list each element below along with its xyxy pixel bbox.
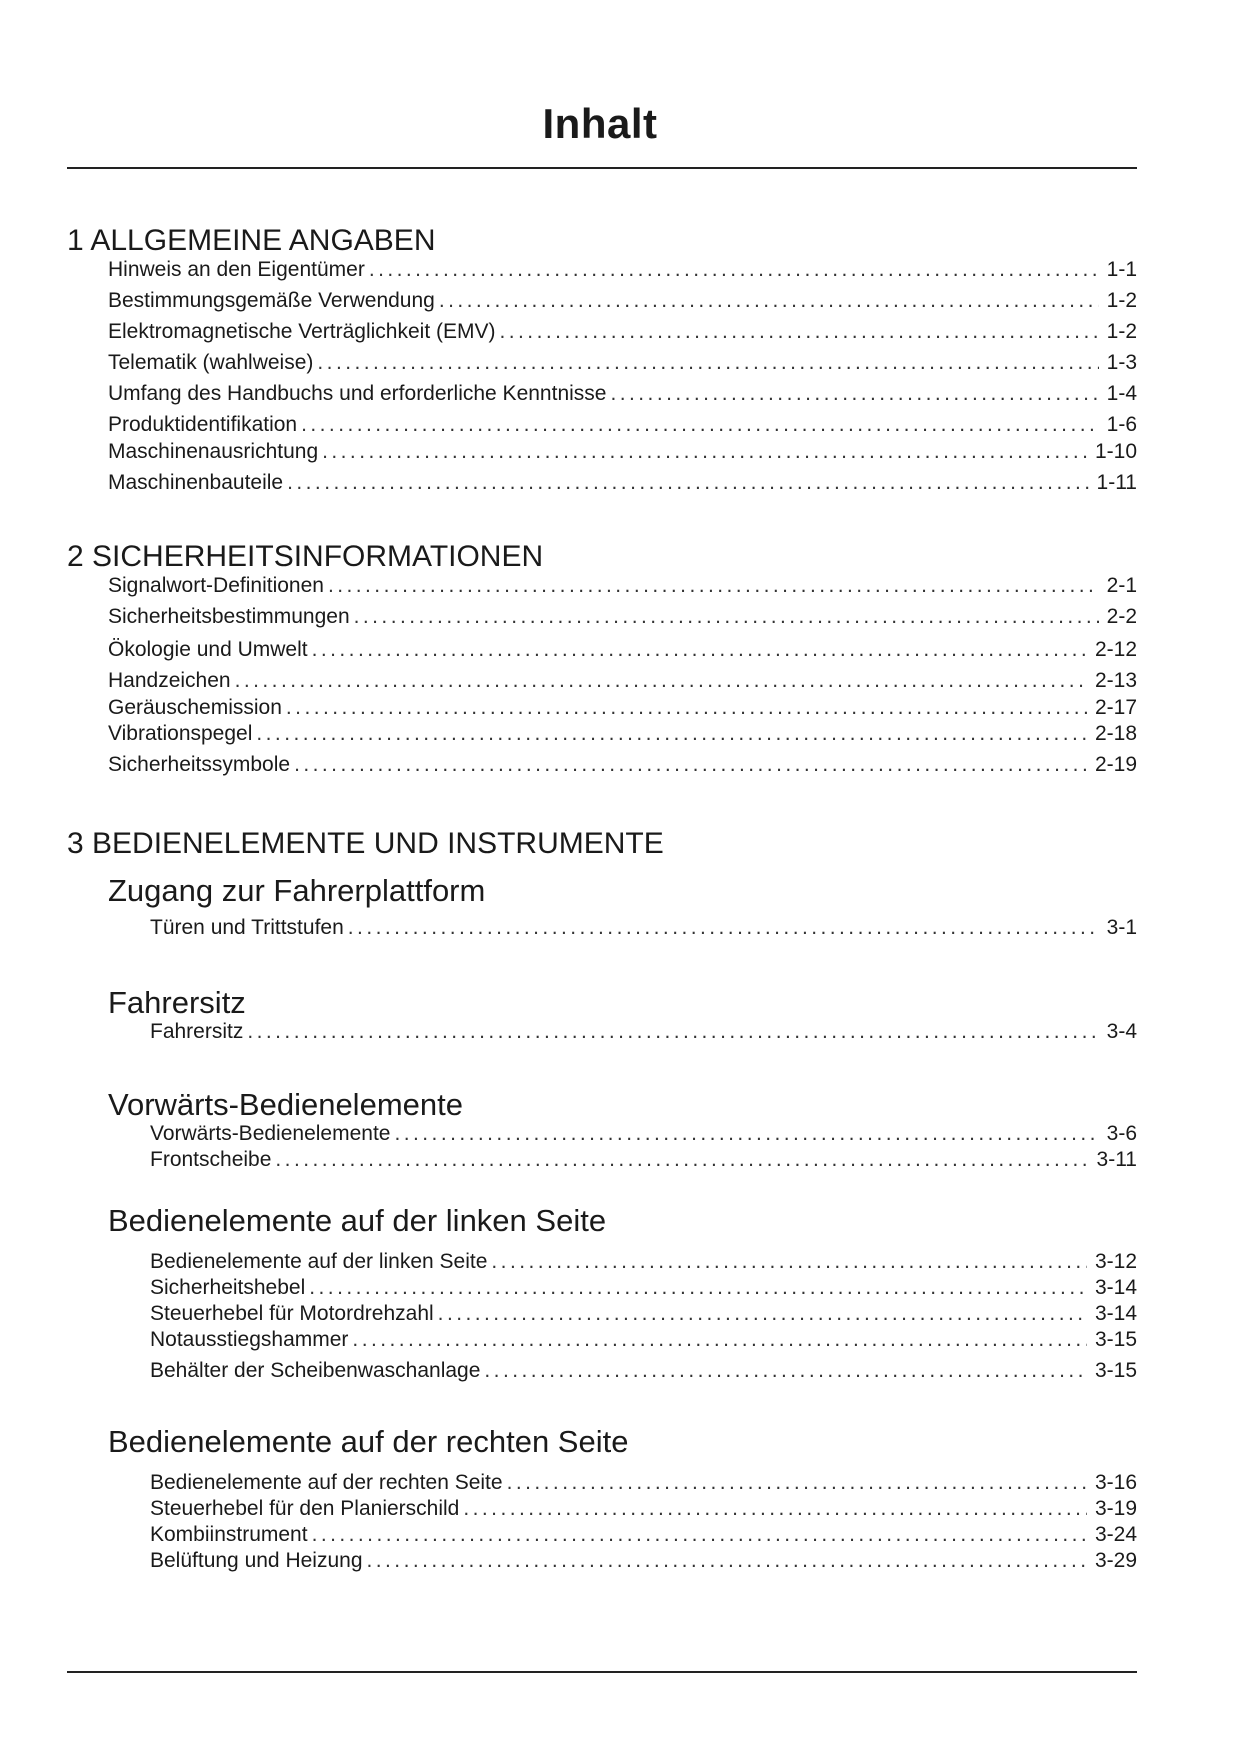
chapter-heading: 2 SICHERHEITSINFORMATIONEN xyxy=(67,540,544,573)
dot-leader xyxy=(256,721,1087,747)
dot-leader xyxy=(500,319,1099,345)
toc-entry-label: Elektromagnetische Verträglichkeit (EMV) xyxy=(108,320,496,343)
toc-entry-label: Telematik (wahlweise) xyxy=(108,351,314,374)
dot-leader xyxy=(275,1147,1088,1173)
toc-entry-label: Sicherheitssymbole xyxy=(108,753,291,776)
chapter-heading: 1 ALLGEMEINE ANGABEN xyxy=(67,224,436,257)
page-title: Inhalt xyxy=(542,100,658,147)
toc-entry-page: 1-10 xyxy=(1094,440,1137,463)
toc-entry[interactable] xyxy=(108,470,1137,496)
toc-entry-page: 1-11 xyxy=(1096,471,1137,494)
toc-entry-label: Steuerhebel für den Planierschild xyxy=(150,1497,460,1520)
toc-entry-page: 2-19 xyxy=(1094,753,1137,776)
toc-entry-label: Produktidentifikation xyxy=(108,413,298,436)
dot-leader xyxy=(484,1358,1087,1384)
toc-entry-page: 3-14 xyxy=(1094,1302,1137,1325)
toc-entry[interactable] xyxy=(108,668,1137,694)
toc-entry-label: Kombiinstrument xyxy=(150,1523,308,1546)
toc-entry-label: Türen und Trittstufen xyxy=(150,916,344,939)
dot-leader xyxy=(367,1548,1087,1574)
toc-entry[interactable] xyxy=(150,1121,1137,1147)
toc-entry-label: Signalwort-Definitionen xyxy=(108,574,324,597)
dot-leader xyxy=(328,573,1099,599)
dot-leader xyxy=(507,1470,1087,1496)
toc-entry[interactable] xyxy=(108,288,1137,314)
toc-entry-label: Vibrationspegel xyxy=(108,722,253,745)
toc-entry-page: 2-12 xyxy=(1094,638,1137,661)
section-heading: Bedienelemente auf der linken Seite xyxy=(108,1203,607,1238)
toc-entry-page: 1-3 xyxy=(1106,351,1137,374)
toc-entry[interactable] xyxy=(150,1275,1137,1301)
toc-entry-label: Fahrersitz xyxy=(150,1020,244,1043)
toc-entry-page: 3-6 xyxy=(1106,1122,1137,1145)
toc-entry-label: Sicherheitsbestimmungen xyxy=(108,605,350,628)
toc-entry-page: 1-4 xyxy=(1106,382,1137,405)
toc-entry-page: 3-15 xyxy=(1094,1359,1137,1382)
toc-entry-page: 1-2 xyxy=(1106,320,1137,343)
dot-leader xyxy=(235,668,1087,694)
toc-entry-label: Steuerhebel für Motordrehzahl xyxy=(150,1302,434,1325)
toc-entry-page: 3-4 xyxy=(1106,1020,1137,1043)
toc-entry-page: 3-29 xyxy=(1094,1549,1137,1572)
dot-leader xyxy=(312,637,1087,663)
toc-entry[interactable] xyxy=(108,752,1137,778)
section-heading: Zugang zur Fahrerplattform xyxy=(108,873,486,908)
toc-entry-page: 2-2 xyxy=(1106,605,1137,628)
toc-entry-label: Belüftung und Heizung xyxy=(150,1549,363,1572)
toc-entry-page: 1-2 xyxy=(1106,289,1137,312)
toc-entry-page: 2-18 xyxy=(1094,722,1137,745)
toc-entry[interactable] xyxy=(150,1249,1137,1275)
section-heading: Vorwärts-Bedienelemente xyxy=(108,1087,463,1122)
toc-entry[interactable] xyxy=(150,1019,1137,1045)
dot-leader xyxy=(247,1019,1098,1045)
toc-entry[interactable] xyxy=(150,1147,1137,1173)
toc-entry[interactable] xyxy=(108,695,1137,721)
dot-leader xyxy=(354,604,1099,630)
toc-entry-label: Bestimmungsgemäße Verwendung xyxy=(108,289,435,312)
dot-leader xyxy=(312,1522,1087,1548)
dot-leader xyxy=(301,412,1099,438)
toc-entry-page: 3-24 xyxy=(1094,1523,1137,1546)
dot-leader xyxy=(322,439,1087,465)
dot-leader xyxy=(309,1275,1087,1301)
dot-leader xyxy=(286,695,1087,721)
toc-entry-label: Sicherheitshebel xyxy=(150,1276,306,1299)
toc-entry[interactable] xyxy=(108,721,1137,747)
toc-entry[interactable] xyxy=(108,257,1137,283)
toc-entry-label: Handzeichen xyxy=(108,669,231,692)
dot-leader xyxy=(352,1327,1087,1353)
dot-leader xyxy=(369,257,1099,283)
toc-entry[interactable] xyxy=(108,637,1137,663)
toc-entry-page: 2-1 xyxy=(1106,574,1137,597)
dot-leader xyxy=(394,1121,1098,1147)
toc-entry-page: 3-11 xyxy=(1096,1148,1137,1171)
toc-entry[interactable] xyxy=(108,319,1137,345)
toc-entry-page: 3-19 xyxy=(1094,1497,1137,1520)
toc-entry-page: 3-14 xyxy=(1094,1276,1137,1299)
dot-leader xyxy=(463,1496,1087,1522)
toc-entry[interactable] xyxy=(108,604,1137,630)
dot-leader xyxy=(438,1301,1087,1327)
dot-leader xyxy=(610,381,1098,407)
toc-entry[interactable] xyxy=(150,1327,1137,1353)
toc-entry-page: 3-16 xyxy=(1094,1471,1137,1494)
toc-entry-label: Hinweis an den Eigentümer xyxy=(108,258,365,281)
toc-entry-page: 3-1 xyxy=(1106,916,1137,939)
toc-entry[interactable] xyxy=(150,1496,1137,1522)
toc-entry-page: 1-6 xyxy=(1106,413,1137,436)
toc-entry-label: Behälter der Scheibenwaschanlage xyxy=(150,1359,481,1382)
toc-entry[interactable] xyxy=(150,1358,1137,1384)
dot-leader xyxy=(348,915,1099,941)
toc-entry[interactable] xyxy=(108,439,1137,465)
toc-entry[interactable] xyxy=(108,381,1137,407)
toc-entry-page: 3-15 xyxy=(1094,1328,1137,1351)
section-heading: Fahrersitz xyxy=(108,985,246,1020)
dot-leader xyxy=(287,470,1088,496)
toc-entry-label: Geräuschemission xyxy=(108,696,282,719)
toc-entry[interactable] xyxy=(150,1522,1137,1548)
dot-leader xyxy=(317,350,1098,376)
toc-entry[interactable] xyxy=(150,1548,1137,1574)
dot-leader xyxy=(439,288,1099,314)
toc-entry-page: 2-13 xyxy=(1094,669,1137,692)
toc-entry-label: Vorwärts-Bedienelemente xyxy=(150,1122,391,1145)
toc-entry-label: Maschinenausrichtung xyxy=(108,440,319,463)
dot-leader xyxy=(294,752,1087,778)
toc-entry[interactable] xyxy=(108,350,1137,376)
toc-entry-label: Ökologie und Umwelt xyxy=(108,638,308,661)
toc-entry[interactable] xyxy=(108,573,1137,599)
chapter-heading: 3 BEDIENELEMENTE UND INSTRUMENTE xyxy=(67,827,664,860)
header-divider xyxy=(67,167,1137,169)
toc-entry-page: 3-12 xyxy=(1094,1250,1137,1273)
footer-divider xyxy=(67,1671,1137,1673)
toc-entry-label: Umfang des Handbuchs und erforderliche Kenntnisse xyxy=(108,382,607,405)
toc-entry-label: Frontscheibe xyxy=(150,1148,272,1171)
toc-entry-page: 2-17 xyxy=(1094,696,1137,719)
toc-entry-label: Bedienelemente auf der linken Seite xyxy=(150,1250,488,1273)
toc-entry-label: Notausstiegshammer xyxy=(150,1328,349,1351)
toc-entry[interactable] xyxy=(150,1301,1137,1327)
toc-entry[interactable] xyxy=(150,1470,1137,1496)
toc-entry-page: 1-1 xyxy=(1106,258,1137,281)
section-heading: Bedienelemente auf der rechten Seite xyxy=(108,1424,629,1459)
toc-entry[interactable] xyxy=(108,412,1137,438)
dot-leader xyxy=(491,1249,1087,1275)
toc-entry-label: Maschinenbauteile xyxy=(108,471,284,494)
toc-entry-label: Bedienelemente auf der rechten Seite xyxy=(150,1471,503,1494)
toc-entry[interactable] xyxy=(150,915,1137,941)
